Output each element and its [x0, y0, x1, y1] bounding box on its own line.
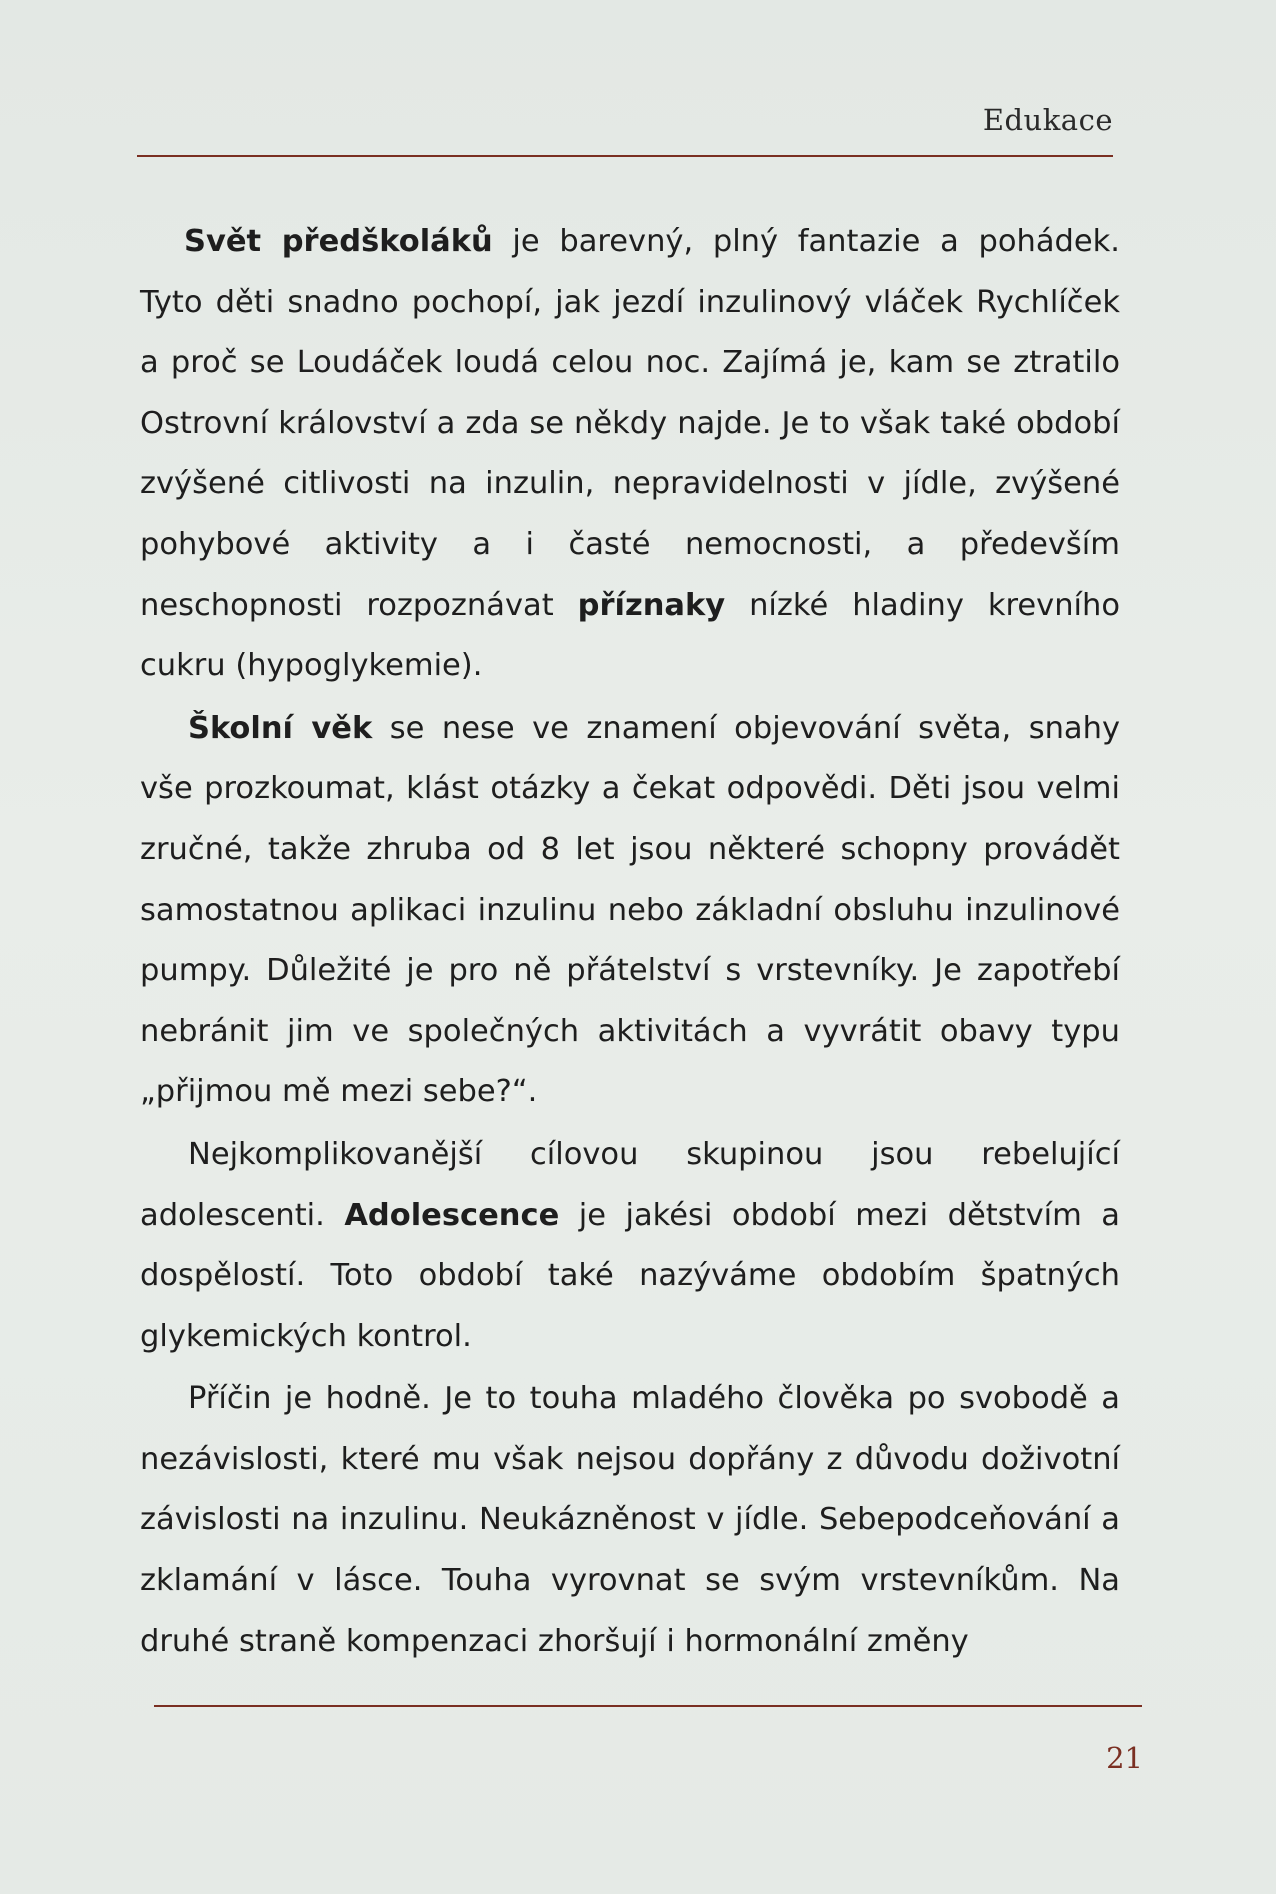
- header-rule: [137, 155, 1113, 157]
- paragraph-text: se nese ve znamení objevování světa, snahy vše prozkoumat, klást otázky a čekat odpovědi. Děti jsou velmi zručné, takže zhruba od 8 let jsou některé schopny provádět samostatnou aplikaci inzulinu nebo základní obsluhu inzulinové pumpy. Důležité je pro ně přátelství s vrstevníky. Je zapotřebí nebránit jim ve společných aktivitách a vyvrátit obavy typu „přijmou mě mezi sebe?“.: [140, 710, 1120, 1110]
- paragraph-text: Nejkomplikovanější cílovou skupinou jsou rebelující adolescenti.: [140, 1136, 1120, 1233]
- paragraph-adolescents: [140, 1125, 1120, 1367]
- paragraph-text: Příčin je hodně. Je to touha mladého člověka po svobodě a nezávislosti, které mu však nejsou dopřány z důvodu doživotní závislosti na inzulinu. Neukázněnost v jídle. Sebepodceňování a zklamání v lásce. Touha vyrovnat se svým vrstevníkům. Na druhé straně kompenzaci zhoršují i hormonální změny: [140, 1381, 1120, 1659]
- running-head: Edukace: [982, 103, 1113, 137]
- page-number: 21: [1106, 1741, 1143, 1775]
- term-adolescence: Adolescence: [344, 1197, 560, 1233]
- paragraph-text: je barevný, plný fantazie a pohádek. Tyto děti snadno pochopí, jak jezdí inzulinový vláček Rychlíček a proč se Loudáček loudá celou noc. Zajímá je, kam se ztratilo Ostrovní království a zda se někdy najde. Je to však také období zvýšené citlivosti na inzulin, nepravidelnosti v jídle, zvýšené pohybové aktivity a i časté nemocnosti, a především neschopnosti rozpoznávat: [140, 224, 1120, 623]
- term-symptoms: příznaky: [577, 587, 726, 623]
- footer-rule: [154, 1705, 1142, 1707]
- term-preschool-world: Svět předškoláků: [184, 224, 493, 259]
- paragraph-text: nízké hladiny krevního cukru (hypoglykemie).: [140, 587, 1120, 684]
- body-text: [140, 212, 1120, 1672]
- term-school-age: Školní věk: [188, 710, 373, 746]
- paragraph-causes: [140, 1369, 1120, 1672]
- paragraph-preschoolers: [140, 212, 1120, 697]
- paragraph-text: je jakési období mezi dětstvím a dospělostí. Toto období také nazýváme obdobím špatných glykemických kontrol.: [140, 1197, 1120, 1354]
- paragraph-school-age: [140, 699, 1120, 1123]
